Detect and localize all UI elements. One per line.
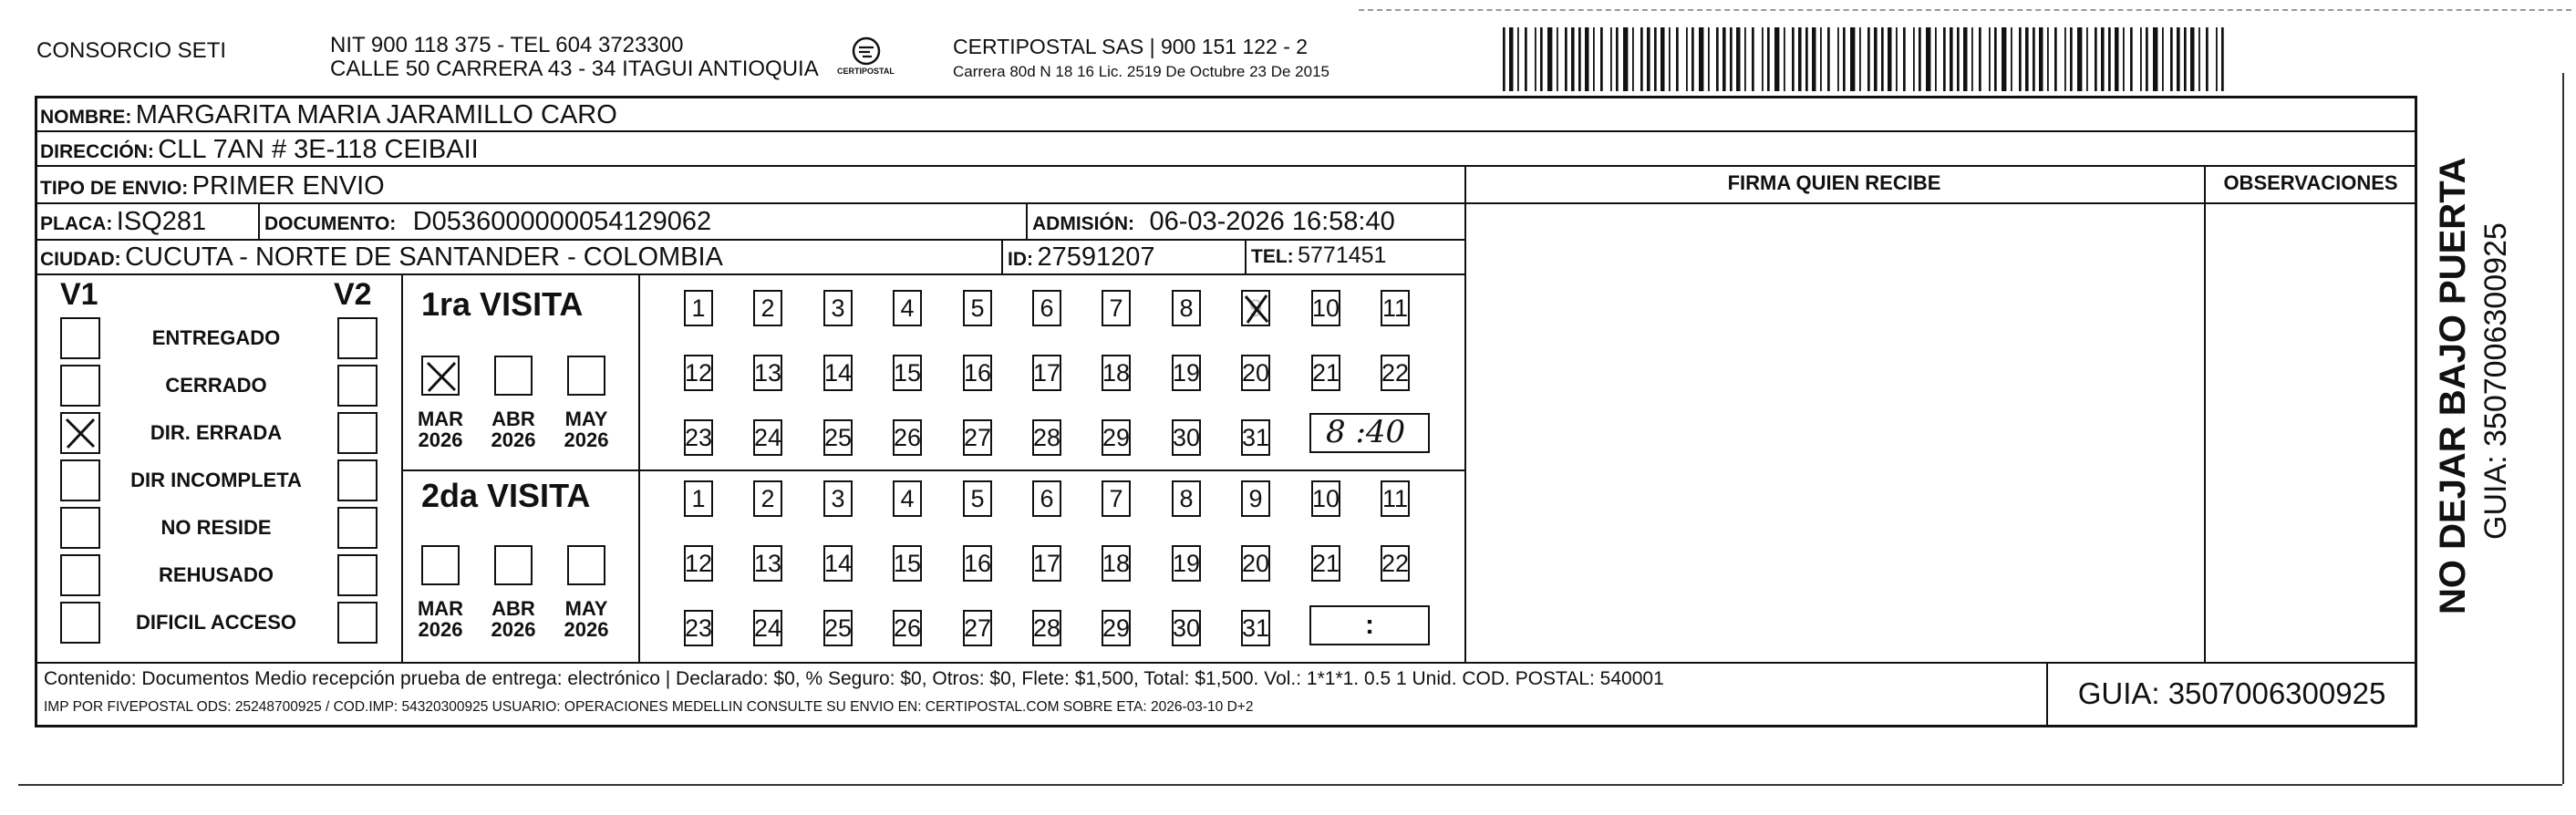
month-year: 2026 (418, 618, 463, 642)
second-visit-day-box[interactable]: 14 (823, 545, 853, 582)
first-visit-day-box[interactable]: 18 (1102, 355, 1131, 391)
bottom-edge (18, 784, 2562, 786)
certipostal-logo (832, 35, 901, 86)
admision-cell (1032, 209, 1395, 235)
id-value: 27591207 (1037, 242, 1155, 272)
first-visit-day-box[interactable]: 26 (893, 419, 922, 456)
ciudad-cell (40, 244, 723, 271)
second-visit-day-box[interactable]: 9 (1241, 480, 1270, 517)
first-visit-day-box[interactable]: 21 (1311, 355, 1340, 391)
direccion-row (40, 137, 479, 163)
ciudad-value: CUCUTA - NORTE DE SANTANDER - COLOMBIA (125, 242, 723, 272)
v1-checkbox[interactable] (60, 459, 100, 501)
month-name: MAR (417, 597, 464, 620)
footer-guia: GUIA: 3507006300925 (2077, 676, 2386, 710)
first-visit-month-checkbox[interactable] (567, 356, 605, 396)
month-year: 2026 (491, 428, 536, 452)
id-cell (1008, 244, 1154, 271)
first-visit-month-label (556, 408, 616, 450)
footer-print-line: IMP POR FIVEPOSTAL ODS: 25248700925 / COD.IMP: 54320300925 USUARIO: OPERACIONES MEDELLIN CONSULTE SU ENVIO EN: CERTIPOSTAL.COM SOBRE ETA: 2026-03-10 D+2 (44, 699, 1254, 715)
tipo-value: PRIMER ENVIO (191, 171, 385, 201)
firma-header: FIRMA QUIEN RECIBE (1727, 171, 1941, 194)
month-year: 2026 (564, 618, 609, 642)
company-name: CONSORCIO SETI (36, 38, 227, 63)
second-visit-month-label (483, 598, 543, 640)
logo-text: CERTIPOSTAL (837, 67, 895, 76)
second-visit-day-box[interactable]: 18 (1102, 545, 1131, 582)
v2-checkbox[interactable] (337, 412, 378, 454)
first-visit-day-box[interactable]: 25 (823, 419, 853, 456)
nit-line: NIT 900 118 375 - TEL 604 3723300 (330, 33, 684, 57)
month-year: 2026 (564, 428, 609, 452)
first-visit-month-label (410, 408, 471, 450)
first-visit-day-box[interactable]: 2 (753, 290, 782, 326)
v1-checkbox[interactable] (60, 602, 100, 644)
nombre-value: MARGARITA MARIA JARAMILLO CARO (135, 100, 617, 129)
v2-checkbox[interactable] (337, 317, 378, 359)
v1-checkbox[interactable] (60, 507, 100, 549)
first-visit-day-box[interactable]: 24 (753, 419, 782, 456)
second-visit-day-box[interactable]: 5 (963, 480, 992, 517)
admision-label: ADMISIÓN: (1032, 213, 1134, 234)
first-visit-day-box[interactable]: 16 (963, 355, 992, 391)
first-visit-day-box[interactable]: 23 (684, 419, 713, 456)
month-name: ABR (491, 408, 535, 430)
certipostal-line: CERTIPOSTAL SAS | 900 151 122 - 2 (953, 35, 1309, 58)
tipo-row (40, 173, 385, 200)
first-visit-day-box[interactable]: 5 (963, 290, 992, 326)
direccion-label: DIRECCIÓN: (40, 141, 154, 162)
status-reason-label: CERRADO (165, 374, 267, 397)
second-visit-day-box[interactable]: 1 (684, 480, 713, 517)
first-visit-month-checkbox[interactable] (494, 356, 533, 396)
ciudad-label: CIUDAD: (40, 249, 121, 270)
observaciones-header: OBSERVACIONES (2223, 171, 2398, 194)
second-visit-day-box[interactable]: 10 (1311, 480, 1340, 517)
v2-checkbox[interactable] (337, 459, 378, 501)
second-visit-day-box[interactable]: 13 (753, 545, 782, 582)
first-visit-day-box[interactable]: 7 (1102, 290, 1131, 326)
second-visit-day-box[interactable]: 8 (1172, 480, 1201, 517)
first-visit-day-box[interactable]: 8 (1172, 290, 1201, 326)
v2-checkbox[interactable] (337, 554, 378, 596)
side-notice: NO DEJAR BAJO PUERTA (2433, 157, 2473, 614)
month-name: MAY (564, 408, 608, 430)
first-visit-day-box[interactable]: 29 (1102, 419, 1131, 456)
second-visit-day-box[interactable]: 22 (1381, 545, 1410, 582)
first-visit-day-box[interactable]: 14 (823, 355, 853, 391)
tipo-label: TIPO DE ENVIO: (40, 178, 189, 199)
placa-cell (40, 209, 206, 235)
cut-line (1359, 9, 2571, 11)
first-visit-day-box[interactable]: 20 (1241, 355, 1270, 391)
first-visit-month-label (483, 408, 543, 450)
status-reason-label: REHUSADO (159, 563, 274, 586)
month-year: 2026 (418, 428, 463, 452)
side-notice-column (2413, 115, 2473, 634)
first-visit-day-box[interactable]: 12 (684, 355, 713, 391)
placa-label: PLACA: (40, 213, 113, 234)
second-visit-day-box[interactable]: 21 (1311, 545, 1340, 582)
v1-checkbox[interactable] (60, 365, 100, 407)
status-reason-label: DIFICIL ACCESO (135, 611, 296, 634)
month-year: 2026 (491, 618, 536, 642)
tel-cell (1251, 244, 1386, 267)
first-visit-day-box[interactable]: 30 (1172, 419, 1201, 456)
placa-value: ISQ281 (116, 207, 207, 236)
second-visit-day-box[interactable]: 23 (684, 610, 713, 646)
v1-checkbox[interactable] (60, 317, 100, 359)
barcode (1503, 27, 2226, 91)
first-visit-day-box[interactable] (1241, 290, 1270, 326)
month-name: MAY (564, 597, 608, 620)
first-visit-day-box[interactable]: 19 (1172, 355, 1201, 391)
direccion-value: CLL 7AN # 3E-118 CEIBAII (158, 135, 479, 164)
second-visit-day-box[interactable]: 7 (1102, 480, 1131, 517)
v2-checkbox[interactable] (337, 365, 378, 407)
first-visit-day-box[interactable]: 11 (1381, 290, 1410, 326)
v1-checkbox[interactable] (60, 554, 100, 596)
first-visit-day-box[interactable]: 13 (753, 355, 782, 391)
tel-value: 5771451 (1298, 242, 1387, 268)
status-reason-label: DIR INCOMPLETA (130, 469, 302, 491)
first-visit-day-box[interactable]: 10 (1311, 290, 1340, 326)
first-visit-time: 8 :40 (1326, 414, 1406, 450)
second-visit-day-box[interactable]: 15 (893, 545, 922, 582)
second-visit-month-checkbox[interactable] (421, 545, 460, 585)
admision-value: 06-03-2026 16:58:40 (1149, 207, 1395, 236)
v2-checkbox[interactable] (337, 602, 378, 644)
first-visit-day-box[interactable]: 22 (1381, 355, 1410, 391)
status-reason-label: ENTREGADO (151, 326, 281, 349)
second-visit-day-box[interactable]: 26 (893, 610, 922, 646)
id-label: ID: (1008, 249, 1033, 270)
second-visit-day-box[interactable]: 11 (1381, 480, 1410, 517)
day-number: 9 (1248, 294, 1263, 322)
address-line: CALLE 50 CARRERA 43 - 34 ITAGUI ANTIOQUIA (330, 57, 819, 81)
second-visit-day-box[interactable]: 25 (823, 610, 853, 646)
second-visit-day-box[interactable]: 27 (963, 610, 992, 646)
first-visit-day-box[interactable]: 31 (1241, 419, 1270, 456)
side-guia: GUIA: 3507006300925 (2478, 222, 2513, 540)
v1-checkbox[interactable] (60, 412, 100, 454)
second-visit-time-box[interactable]: : (1309, 605, 1430, 645)
v2-checkbox[interactable] (337, 507, 378, 549)
second-visit-day-box[interactable]: 28 (1032, 610, 1061, 646)
first-visit-month-checkbox[interactable] (421, 356, 460, 396)
second-visit-day-box[interactable]: 19 (1172, 545, 1201, 582)
first-visit-day-box[interactable]: 28 (1032, 419, 1061, 456)
second-visit-month-label (410, 598, 471, 640)
nombre-label: NOMBRE: (40, 107, 132, 128)
second-visit-day-box[interactable]: 12 (684, 545, 713, 582)
second-visit-month-checkbox[interactable] (567, 545, 605, 585)
status-reason-label: DIR. ERRADA (150, 421, 283, 444)
second-visit-day-box[interactable]: 29 (1102, 610, 1131, 646)
second-visit-day-box[interactable]: 4 (893, 480, 922, 517)
second-visit-day-box[interactable]: 17 (1032, 545, 1061, 582)
first-visit-day-box[interactable]: 6 (1032, 290, 1061, 326)
second-visit-title: 2da VISITA (421, 477, 591, 514)
v1-label: V1 (60, 277, 98, 312)
first-visit-day-box[interactable]: 3 (823, 290, 853, 326)
documento-label: DOCUMENTO: (264, 213, 397, 234)
first-visit-title: 1ra VISITA (421, 285, 584, 323)
first-visit-day-box[interactable]: 27 (963, 419, 992, 456)
second-visit-month-checkbox[interactable] (494, 545, 533, 585)
v2-label: V2 (334, 277, 372, 312)
first-visit-day-box[interactable]: 4 (893, 290, 922, 326)
first-visit-time-box[interactable] (1309, 413, 1430, 453)
month-name: ABR (491, 597, 535, 620)
second-visit-day-box[interactable]: 16 (963, 545, 992, 582)
first-visit-day-box[interactable]: 1 (684, 290, 713, 326)
second-visit-month-label (556, 598, 616, 640)
documento-value: D0536000000054129062 (412, 207, 712, 236)
second-visit-day-box[interactable]: 20 (1241, 545, 1270, 582)
second-visit-day-box[interactable]: 24 (753, 610, 782, 646)
first-visit-day-box[interactable]: 17 (1032, 355, 1061, 391)
first-visit-day-box[interactable]: 15 (893, 355, 922, 391)
status-reason-label: NO RESIDE (160, 516, 272, 539)
second-visit-day-box[interactable]: 30 (1172, 610, 1201, 646)
right-edge (2562, 73, 2564, 784)
second-visit-day-box[interactable]: 6 (1032, 480, 1061, 517)
footer-content-line: Contenido: Documentos Medio recepción prueba de entrega: electrónico | Declarado: $0, % Seguro: $0, Otros: $0, Flete: $1,500, Total: $1,500. Vol.: 1*1*1. 0.5 1 Unid. COD. POSTAL: 540001 (44, 668, 1664, 689)
second-visit-day-box[interactable]: 31 (1241, 610, 1270, 646)
documento-cell (264, 209, 711, 235)
license-line: Carrera 80d N 18 16 Lic. 2519 De Octubre 23 De 2015 (953, 63, 1329, 80)
side-guia-column (2462, 173, 2513, 556)
nombre-row (40, 102, 617, 129)
month-name: MAR (417, 408, 464, 430)
second-visit-day-box[interactable]: 2 (753, 480, 782, 517)
tel-label: TEL: (1251, 246, 1294, 267)
second-visit-day-box[interactable]: 3 (823, 480, 853, 517)
